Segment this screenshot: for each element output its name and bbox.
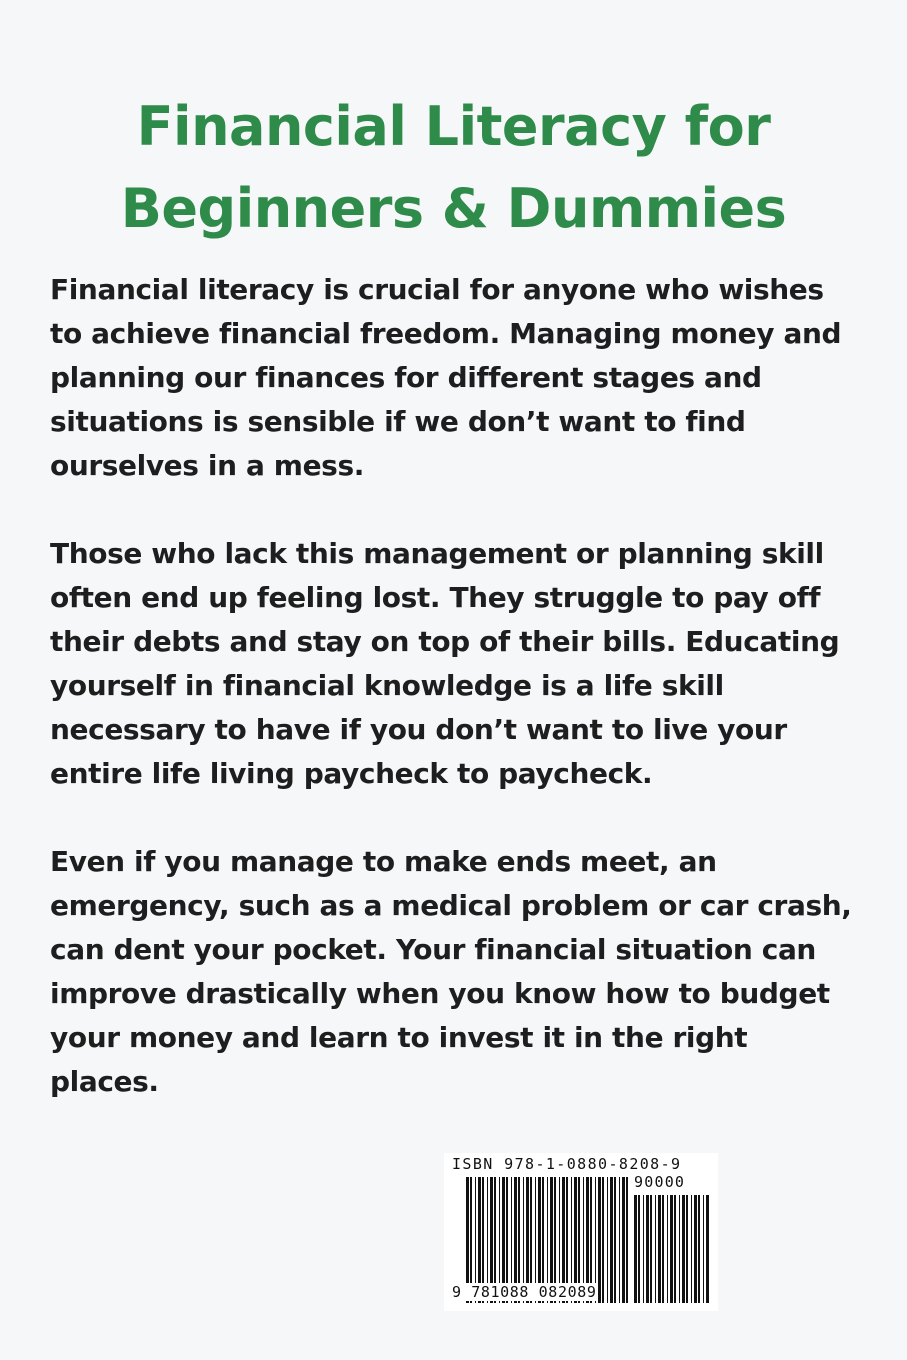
- paragraph-2: [50, 532, 850, 796]
- barcode-bar: [602, 1177, 604, 1303]
- barcode-bar: [674, 1195, 676, 1303]
- barcode-bar: [694, 1195, 697, 1303]
- barcode-bar: [650, 1195, 652, 1303]
- text-line: to achieve financial freedom. Managing money and: [50, 317, 842, 350]
- barcode-bar: [622, 1177, 625, 1303]
- barcode-bar: [610, 1177, 613, 1303]
- text-line: emergency, such as a medical problem or car crash,: [50, 889, 852, 922]
- barcode-bar: [646, 1195, 649, 1303]
- text-line: Those who lack this management or planning skill: [50, 537, 824, 570]
- paragraph-3: [50, 840, 850, 1104]
- text-line: ourselves in a mess.: [50, 449, 364, 482]
- text-line: necessary to have if you don’t want to live your: [50, 713, 787, 746]
- barcode-bar: [706, 1195, 709, 1303]
- barcode-bar: [698, 1195, 700, 1303]
- text-line: often end up feeling lost. They struggle to pay off: [50, 581, 821, 614]
- barcode-bar: [658, 1195, 661, 1303]
- barcode-bar: [703, 1195, 704, 1303]
- barcode-bar: [691, 1195, 692, 1303]
- text-line: Even if you manage to make ends meet, an: [50, 845, 717, 878]
- isbn-barcode: [444, 1153, 718, 1311]
- text-line: situations is sensible if we don’t want to find: [50, 405, 746, 438]
- barcode-digits: 9 781088 082089: [452, 1283, 597, 1301]
- barcode-bar: [667, 1195, 668, 1303]
- barcode-bar: [679, 1195, 680, 1303]
- text-line: can dent your pocket. Your financial situation can: [50, 933, 816, 966]
- title-line-1: Financial Literacy for: [136, 95, 771, 158]
- text-line: improve drastically when you know how to budget: [50, 977, 830, 1010]
- barcode-bar: [607, 1177, 608, 1303]
- barcode-bar: [634, 1195, 637, 1303]
- paragraph-1: [50, 268, 850, 488]
- title-line-2: Beginners & Dummies: [120, 177, 787, 240]
- text-line: Financial literacy is crucial for anyone who wishes: [50, 273, 824, 306]
- barcode-bar: [670, 1195, 673, 1303]
- barcode-bar: [682, 1195, 685, 1303]
- barcode-bar: [638, 1195, 640, 1303]
- barcode-bar: [643, 1195, 644, 1303]
- text-line: planning our finances for different stages and: [50, 361, 762, 394]
- text-line: entire life living paycheck to paycheck.: [50, 757, 653, 790]
- barcode-bar: [655, 1195, 656, 1303]
- barcode-bar: [626, 1177, 628, 1303]
- text-line: your money and learn to invest it in the right: [50, 1021, 748, 1054]
- text-line: places.: [50, 1065, 159, 1098]
- barcode-bar: [619, 1177, 620, 1303]
- isbn-label: ISBN 978-1-0880-8208-9: [452, 1155, 682, 1173]
- text-line: yourself in financial knowledge is a life skill: [50, 669, 724, 702]
- barcode-bar: [686, 1195, 688, 1303]
- book-title: [0, 86, 907, 250]
- barcode-bar: [614, 1177, 616, 1303]
- price-code: 90000: [634, 1173, 686, 1191]
- barcode-bar: [662, 1195, 664, 1303]
- text-line: their debts and stay on top of their bills. Educating: [50, 625, 840, 658]
